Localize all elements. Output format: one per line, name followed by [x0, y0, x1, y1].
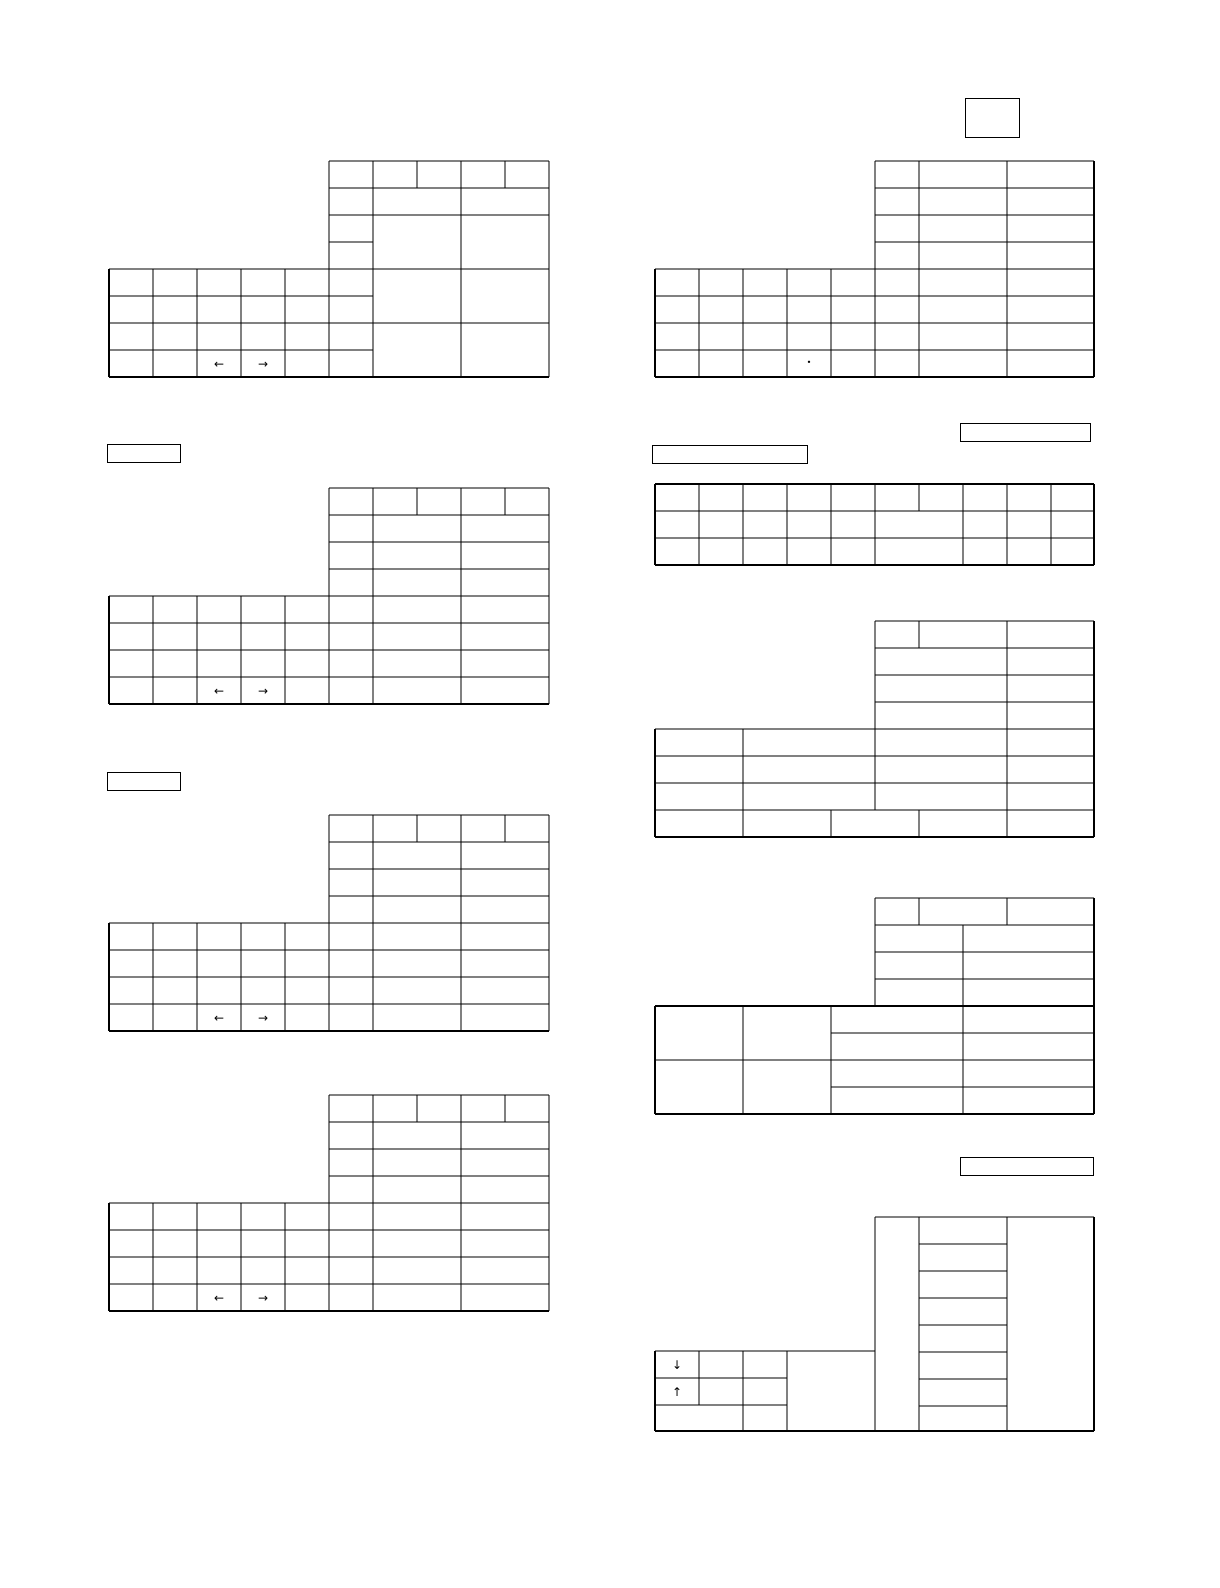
- right-arrow-icon: →: [257, 1291, 269, 1305]
- left-arrow-icon: ←: [213, 684, 225, 698]
- dot-icon: •: [806, 358, 812, 367]
- up-arrow-icon: ↑: [671, 1385, 683, 1399]
- left-arrow-icon: ←: [213, 357, 225, 371]
- left-arrow-icon: ←: [213, 1011, 225, 1025]
- right-arrow-icon: →: [257, 357, 269, 371]
- left-arrow-icon: ←: [213, 1291, 225, 1305]
- right-arrow-icon: →: [257, 1011, 269, 1025]
- right-arrow-icon: →: [257, 684, 269, 698]
- down-arrow-icon: ↓: [671, 1358, 683, 1372]
